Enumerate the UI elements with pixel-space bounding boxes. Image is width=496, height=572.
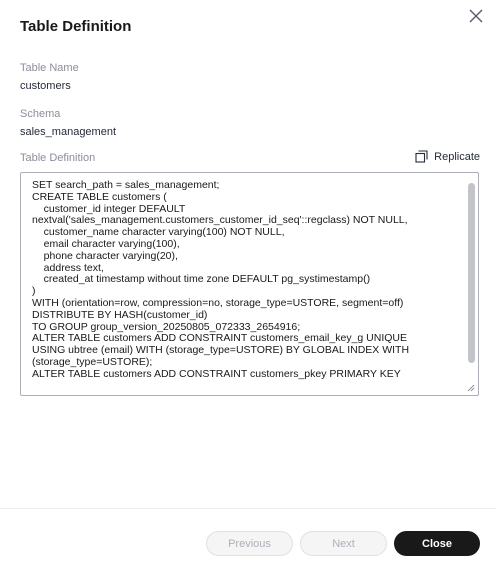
resize-handle-icon[interactable] <box>467 384 475 392</box>
textarea-scrollbar[interactable] <box>468 183 475 363</box>
previous-button[interactable]: Previous <box>206 531 293 556</box>
table-definition-label: Table Definition <box>20 152 96 164</box>
next-button[interactable]: Next <box>300 531 387 556</box>
close-button[interactable] <box>466 6 486 26</box>
schema-value: sales_management <box>20 126 117 138</box>
table-definition-text[interactable]: SET search_path = sales_management; CREATE TABLE customers ( customer_id integer DEFAULT nextval('sales_management.customers_customer_id_seq'::regclass) NOT NULL, customer_name character varying(100) NOT NULL, email character varying(100), phone character varying(20), address text, created_at timestamp without time zone DEFAULT pg_systimestamp() ) WITH (orientation=row, compression=no, storage_type=USTORE, segment=off) DISTRIBUTE BY HASH(customer_id) TO GROUP group_version_20250805_072333_2654916; ALTER TABLE customers ADD CONSTRAINT customers_email_key_g UNIQUE USING ubtree (email) WITH (storage_type=USTORE) BY GLOBAL INDEX WITH (storage_type=USTORE); ALTER TABLE customers ADD CONSTRAINT customers_pkey PRIMARY KEY <box>32 180 410 380</box>
table-definition-textarea[interactable] <box>20 172 479 396</box>
replicate-label[interactable]: Replicate <box>434 150 480 163</box>
dialog-title: Table Definition <box>20 18 132 35</box>
table-name-value: customers <box>20 80 71 92</box>
footer-divider <box>0 508 496 509</box>
copy-icon[interactable] <box>415 150 428 163</box>
table-name-label: Table Name <box>20 62 79 74</box>
schema-label: Schema <box>20 108 61 120</box>
close-icon[interactable] <box>466 6 486 26</box>
replicate-button[interactable] <box>415 150 480 163</box>
close-dialog-button[interactable]: Close <box>394 531 480 556</box>
